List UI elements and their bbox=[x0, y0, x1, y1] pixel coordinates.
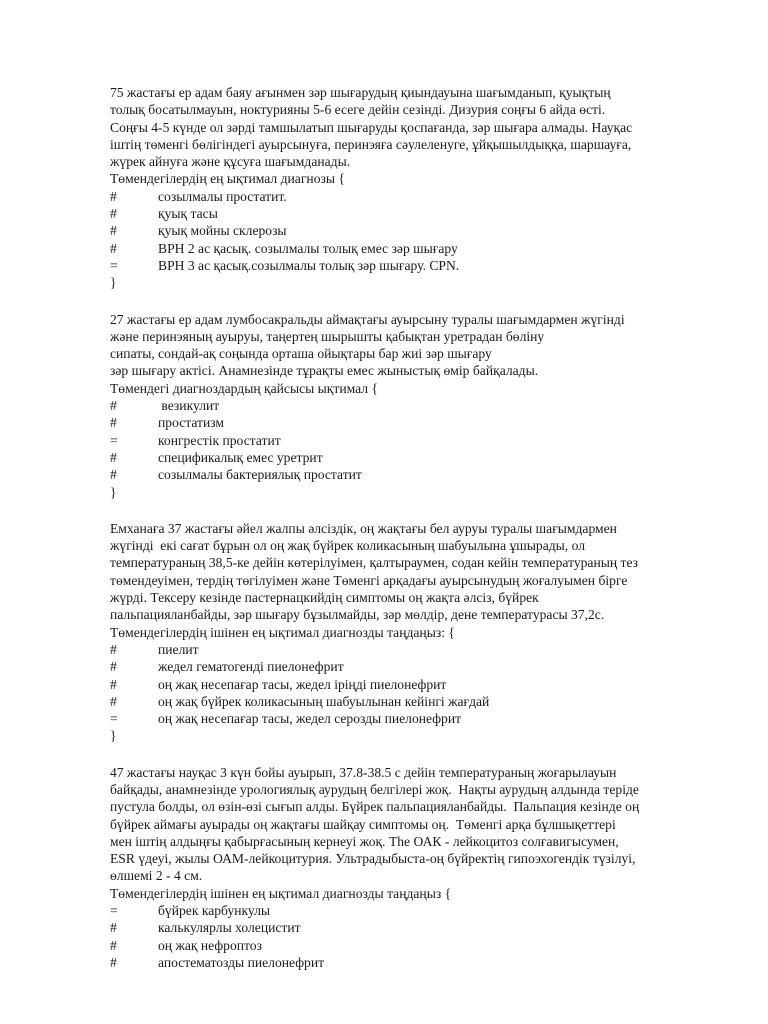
option-text: оң жақ несепағар тасы, жедел іріңді пиелонефрит bbox=[158, 676, 447, 692]
question-4 bbox=[110, 764, 710, 972]
question-2 bbox=[110, 311, 710, 501]
option-text: калькулярлы холецистит bbox=[158, 920, 301, 936]
option-text: оң жақ несепағар тасы, жедел серозды пиелонефрит bbox=[158, 711, 462, 727]
option-text: BPH 2 ас қасық. созылмалы толық емес зәр шығару bbox=[158, 240, 458, 256]
question-text-line: толық босатылмауын, ноктурияны 5-6 есеге дейін сезінді. Дизурия соңғы 6 айда өсті. bbox=[110, 102, 606, 118]
answer-option bbox=[110, 919, 710, 936]
question-text-line: ESR үдеуі, жылы ОАМ-лейкоцитурия. Ультрадыбыста-оң бүйректің гипоэхогендік түзілуі, bbox=[110, 851, 636, 867]
answer-option bbox=[110, 414, 710, 431]
answer-option bbox=[110, 641, 710, 658]
question-text-line: 27 жастағы ер адам лумбосакральды аймақтағы ауырсыну туралы шағымдармен жүгінді bbox=[110, 311, 625, 327]
question-text-line: Соңғы 4-5 күнде ол зәрді тамшылатып шығаруды қоспағанда, зәр шығара алмады. Науқас bbox=[110, 119, 633, 135]
option-text: қуық тасы bbox=[158, 206, 218, 222]
option-marker: # bbox=[110, 398, 117, 414]
answer-option bbox=[110, 397, 710, 414]
option-marker: # bbox=[110, 449, 117, 465]
option-text: спецификалық емес уретрит bbox=[158, 449, 323, 465]
option-marker: # bbox=[110, 240, 117, 256]
option-marker: # bbox=[110, 954, 117, 970]
question-text-line: төмендеуімен, тердің төгілуімен және Төменгі арқадағы ауырсынудың жоғалуымен бірге bbox=[110, 572, 628, 588]
answer-option bbox=[110, 449, 710, 466]
option-text: оң жақ бүйрек коликасының шабуылынан кейінгі жағдай bbox=[158, 693, 490, 709]
option-text: BPH 3 ас қасық.созылмалы толық зәр шығару. CPN. bbox=[158, 257, 460, 273]
question-prompt: Төмендегілердің ең ықтимал диагнозы { bbox=[110, 171, 345, 187]
question-1 bbox=[110, 84, 710, 292]
question-text-line: және перинэяның ауыруы, таңертең шырышты қабықтан уретрадан бөліну bbox=[110, 328, 545, 344]
question-prompt: Төмендегі диагноздардың қайсысы ықтимал { bbox=[110, 380, 378, 396]
option-marker: # bbox=[110, 206, 117, 222]
question-text-line: пустула болды, ол өзін-өзі сығып алды. Бүйрек пальпацияланбайды. Пальпация кезінде оң bbox=[110, 799, 640, 815]
option-marker: = bbox=[110, 432, 118, 448]
question-text-line: пальпацияланбайды, зәр шығару бұзылмайды, зәр мөлдір, дене температурасы 37,2с. bbox=[110, 607, 605, 623]
question-prompt: Төмендегілердің ішінен ең ықтимал диагнозды таңдаңыз { bbox=[110, 885, 452, 901]
answer-option bbox=[110, 240, 710, 257]
closing-brace: } bbox=[110, 484, 117, 500]
question-text-line: бүйрек аймағы ауырады оң жақтағы шайқау симптомы оң. Төменгі арқа бұлшықеттері bbox=[110, 816, 616, 832]
closing-brace: } bbox=[110, 275, 117, 291]
question-text-line: Емханаға 37 жастағы әйел жалпы әлсіздік, оң жақтағы бел ауруы туралы шағымдармен bbox=[110, 520, 617, 536]
question-text-line: өлшемі 2 - 4 см. bbox=[110, 868, 203, 884]
option-text: созылмалы бактериялық простатит bbox=[158, 467, 362, 483]
option-marker: # bbox=[110, 188, 117, 204]
option-marker: = bbox=[110, 903, 118, 919]
question-text-line: мен іштің алдыңғы қабырғасының кернеуі жоқ. The ОАК - лейкоцитоз солғавигысумен, bbox=[110, 833, 619, 849]
answer-option-correct bbox=[110, 710, 710, 727]
answer-option bbox=[110, 954, 710, 971]
option-marker: # bbox=[110, 676, 117, 692]
option-marker: = bbox=[110, 711, 118, 727]
answer-option bbox=[110, 676, 710, 693]
option-text: везикулит bbox=[158, 398, 220, 414]
option-text: созылмалы простатит. bbox=[158, 188, 287, 204]
option-text: апостематозды пиелонефрит bbox=[158, 954, 325, 970]
option-marker: # bbox=[110, 467, 117, 483]
option-text: пиелит bbox=[158, 641, 199, 657]
option-text: оң жақ нефроптоз bbox=[158, 937, 262, 953]
question-text-line: температураның 38,5-ке дейін көтерілуімен, қалтыраумен, содан кейін температураның тез bbox=[110, 555, 639, 571]
question-text-line: 47 жастағы науқас 3 күн бойы ауырып, 37.8-38.5 с дейін температураның жоғарылауын bbox=[110, 764, 617, 780]
option-marker: # bbox=[110, 659, 117, 675]
closing-brace: } bbox=[110, 728, 117, 744]
question-text-line: сипаты, сондай-ақ соңында орташа ойықтары бар жиі зәр шығару bbox=[110, 346, 492, 362]
answer-option bbox=[110, 205, 710, 222]
answer-option bbox=[110, 937, 710, 954]
option-marker: # bbox=[110, 937, 117, 953]
answer-option bbox=[110, 466, 710, 483]
option-marker: = bbox=[110, 257, 118, 273]
answer-option bbox=[110, 693, 710, 710]
option-text: қуық мойны склерозы bbox=[158, 223, 287, 239]
option-text: жедел гематогенді пиелонефрит bbox=[158, 659, 344, 675]
option-marker: # bbox=[110, 920, 117, 936]
option-marker: # bbox=[110, 415, 117, 431]
option-marker: # bbox=[110, 641, 117, 657]
question-prompt: Төмендегілердің ішінен ең ықтимал диагнозды таңдаңыз: { bbox=[110, 624, 455, 640]
question-text-line: 75 жастағы ер адам баяу ағынмен зәр шығарудың қиындауына шағымданып, қуықтың bbox=[110, 85, 611, 100]
question-text-line: жүрді. Тексеру кезінде пастернацкийдің симптомы оң жақта әлсіз, бүйрек bbox=[110, 590, 539, 606]
answer-option-correct bbox=[110, 257, 710, 274]
question-text-line: жүрек айнуға және құсуға шағымданады. bbox=[110, 154, 351, 170]
option-text: бүйрек карбункулы bbox=[158, 903, 271, 919]
question-text-line: жүгінді екі сағат бұрын ол оң жақ бүйрек коликасының шабуылына ұшырады, ол bbox=[110, 538, 585, 554]
option-text: конгрестік простатит bbox=[158, 432, 281, 448]
document-page bbox=[110, 84, 710, 990]
question-text-line: іштің төменгі бөлігіндегі ауырсынуға, перинэяға сәулеленуге, ұйқышылдыққа, шаршауға, bbox=[110, 136, 632, 152]
question-text-line: байқады, анамнезінде урологиялық аурудың белгілері жоқ. Нақты аурудың алдында теріде bbox=[110, 781, 639, 797]
answer-option bbox=[110, 658, 710, 675]
answer-option bbox=[110, 222, 710, 239]
question-3 bbox=[110, 520, 710, 745]
answer-option bbox=[110, 188, 710, 205]
option-marker: # bbox=[110, 693, 117, 709]
option-marker: # bbox=[110, 223, 117, 239]
answer-option-correct bbox=[110, 432, 710, 449]
option-text: простатизм bbox=[158, 415, 225, 431]
answer-option-correct bbox=[110, 902, 710, 919]
question-text-line: зәр шығару актісі. Анамнезінде тұрақты емес жыныстық өмір байқалады. bbox=[110, 363, 539, 379]
